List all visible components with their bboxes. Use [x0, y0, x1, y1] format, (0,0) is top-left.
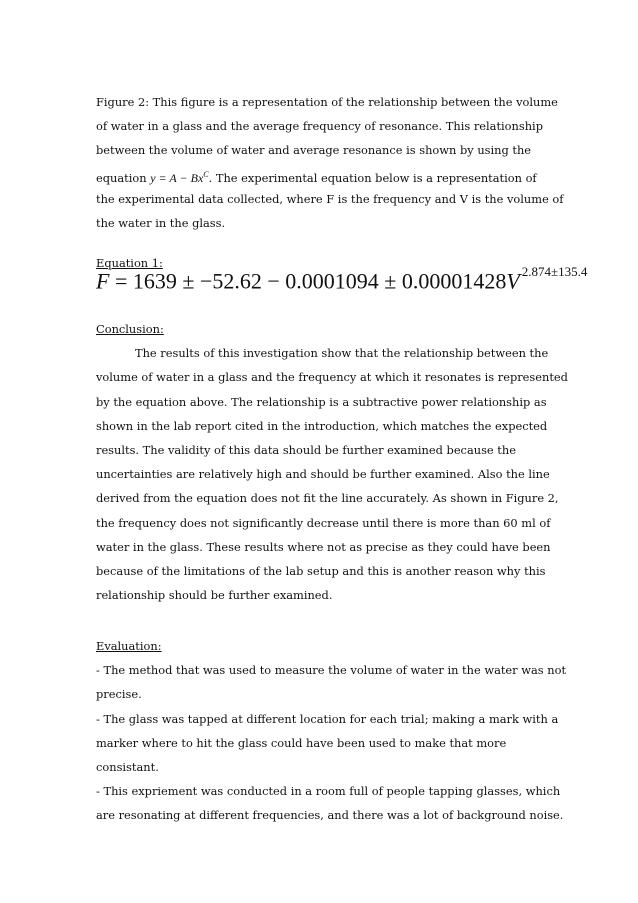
conclusion-section [96, 317, 566, 607]
evaluation-heading: Evaluation: [96, 639, 162, 653]
conclusion-line: results. The validity of this data should be further examined because the [96, 442, 516, 457]
conclusion-line: shown in the lab report cited in the introduction, which matches the expected [96, 418, 548, 433]
caption-suffix: . The experimental equation below is a representation of [208, 170, 537, 185]
evaluation-line: are resonating at different frequencies, and there was a lot of background noise. [96, 808, 564, 823]
evaluation-line: - The method that was used to measure the volume of water in the water was not [96, 663, 567, 678]
conclusion-line: by the equation above. The relationship is a subtractive power relationship as [96, 394, 547, 409]
conclusion-line: derived from the equation does not fit the line accurately. As shown in Figure 2, [96, 491, 559, 506]
conclusion-line: volume of water in a glass and the frequency at which it resonates is represented [96, 370, 568, 385]
inline-equation-exponent: C [203, 169, 209, 179]
caption-prefix: equation [96, 170, 151, 185]
evaluation-section [96, 634, 566, 828]
equation-rhs: = 1639 ± −52.62 − 0.0001094 ± 0.00001428 [109, 268, 507, 294]
conclusion-line: because of the limitations of the lab setup and this is another reason why this [96, 563, 546, 578]
evaluation-line: consistant. [96, 759, 159, 774]
evaluation-line: precise. [96, 687, 142, 702]
equation-heading: Equation 1: [96, 256, 163, 270]
conclusion-line: relationship should be further examined. [96, 588, 333, 603]
caption-line-with-equation [96, 163, 566, 187]
conclusion-heading: Conclusion: [96, 322, 164, 336]
equation-1 [96, 264, 588, 294]
equation-lhs: F [96, 268, 110, 294]
inline-equation [150, 171, 208, 185]
caption-line: of water in a glass and the average frequency of resonance. This relationship [96, 119, 543, 134]
evaluation-line: - The glass was tapped at different location for each trial; making a mark with a [96, 711, 559, 726]
inline-equation-base: y = A − Bx [150, 170, 204, 185]
conclusion-line: water in the glass. These results where not as precise as they could have been [96, 539, 551, 554]
figure-caption [96, 90, 566, 235]
caption-line: the water in the glass. [96, 215, 226, 230]
evaluation-line: marker where to hit the glass could have been used to make that more [96, 735, 507, 750]
conclusion-line: the frequency does not significantly decrease until there is more than 60 ml of [96, 515, 551, 530]
equation-variable: V [506, 268, 520, 294]
caption-line: between the volume of water and average resonance is shown by using the [96, 143, 532, 158]
evaluation-line: - This expriement was conducted in a room full of people tapping glasses, which [96, 784, 561, 799]
equation-exponent: 2.874±135.4 [521, 264, 588, 279]
conclusion-line: The results of this investigation show that the relationship between the [135, 346, 549, 361]
caption-line: the experimental data collected, where F is the frequency and V is the volume of [96, 191, 564, 206]
conclusion-line: uncertainties are relatively high and should be further examined. Also the line [96, 467, 550, 482]
caption-line: Figure 2: This figure is a representation of the relationship between the volume [96, 95, 558, 109]
